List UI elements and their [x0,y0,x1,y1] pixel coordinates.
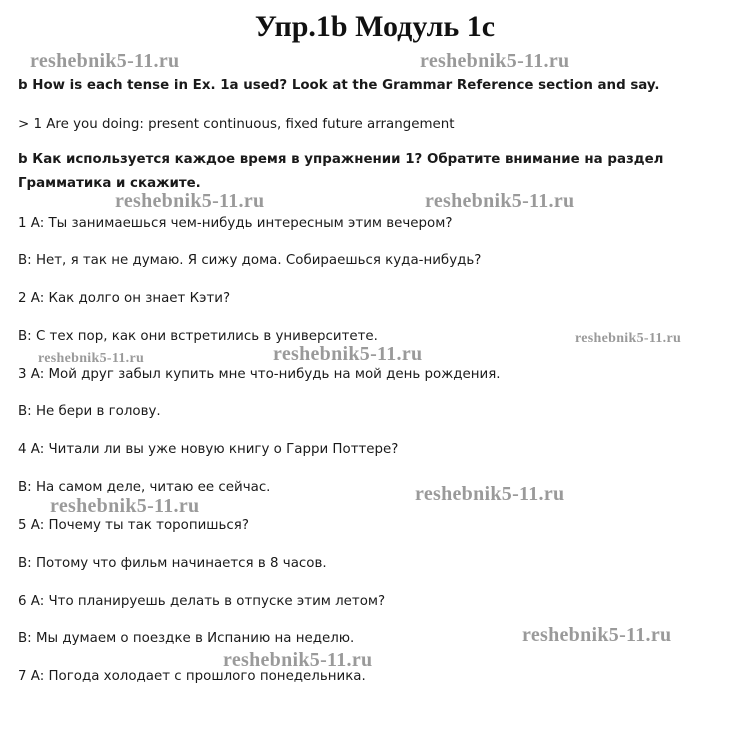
watermark: reshebnik5-11.ru [420,50,570,72]
watermark: reshebnik5-11.ru [273,343,423,365]
dialogue-line: B: На самом деле, читаю ее сейчас. [18,480,271,495]
dialogue-line: 5 A: Почему ты так торопишься? [18,518,249,533]
dialogue-line: 7 A: Погода холодает с прошлого понедельника. [18,669,366,684]
dialogue-line: B: Нет, я так не думаю. Я сижу дома. Собираешься куда-нибудь? [18,253,482,268]
task-english: b How is each tense in Ex. 1a used? Look at the Grammar Reference section and say. [18,78,660,93]
dialogue-line: 3 A: Мой друг забыл купить мне что-нибудь на мой день рождения. [18,367,501,382]
dialogue-line: 2 A: Как долго он знает Кэти? [18,291,231,306]
dialogue-line: B: Мы думаем о поездке в Испанию на неделю. [18,631,355,646]
watermark: reshebnik5-11.ru [425,190,575,212]
watermark: reshebnik5-11.ru [38,351,145,366]
dialogue-line: 1 A: Ты занимаешься чем-нибудь интересным этим вечером? [18,216,453,231]
watermark: reshebnik5-11.ru [575,331,682,346]
task-russian: b Как используется каждое время в упражнении 1? Обратите внимание на раздел Грамматика и скажите. [18,152,664,191]
watermark: reshebnik5-11.ru [50,495,200,517]
dialogue-line: 6 A: Что планируешь делать в отпуске этим летом? [18,594,386,609]
watermark: reshebnik5-11.ru [223,649,373,671]
dialogue-line: B: Потому что фильм начинается в 8 часов. [18,556,327,571]
dialogue-line: B: Не бери в голову. [18,404,161,419]
answer-line: > 1 Are you doing: present continuous, fixed future arrangement [18,117,455,132]
page-title: Упр.1b Модуль 1c [254,10,496,43]
dialogue-line: B: С тех пор, как они встретились в университете. [18,329,378,344]
watermark: reshebnik5-11.ru [115,190,265,212]
watermark: reshebnik5-11.ru [30,50,180,72]
watermark: reshebnik5-11.ru [522,624,672,646]
dialogue-line: 4 A: Читали ли вы уже новую книгу о Гарри Поттере? [18,442,399,457]
watermark: reshebnik5-11.ru [415,483,565,505]
